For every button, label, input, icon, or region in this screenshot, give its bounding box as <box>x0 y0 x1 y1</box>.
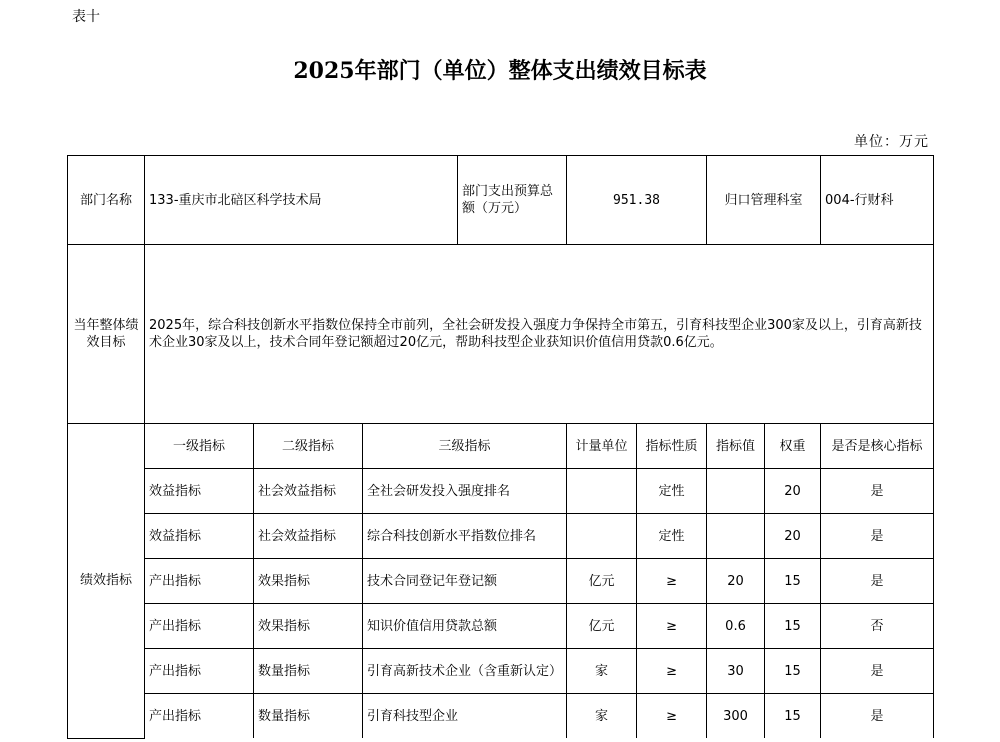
weight-cell: 15 <box>765 694 821 739</box>
level2-cell: 效果指标 <box>254 559 363 604</box>
value-cell: 30 <box>707 649 765 694</box>
header-cell: 是否是核心指标 <box>821 424 934 469</box>
weight-cell: 15 <box>765 649 821 694</box>
indicator-header-row <box>68 424 934 469</box>
table-row <box>68 649 934 694</box>
header-cell: 三级指标 <box>363 424 567 469</box>
mgmt-label: 归口管理科室 <box>707 156 821 245</box>
level1-cell: 产出指标 <box>145 694 254 739</box>
table-row <box>68 604 934 649</box>
table-row <box>68 514 934 559</box>
goal-label: 当年整体绩效目标 <box>68 245 145 424</box>
level2-cell: 社会效益指标 <box>254 514 363 559</box>
dept-name-label: 部门名称 <box>68 156 145 245</box>
unit-cell <box>567 469 637 514</box>
level2-cell: 效果指标 <box>254 604 363 649</box>
table-row <box>68 694 934 739</box>
dept-name: 133-重庆市北碚区科学技术局 <box>145 156 458 245</box>
core-cell: 是 <box>821 469 934 514</box>
level3-cell: 知识价值信用贷款总额 <box>363 604 567 649</box>
nature-cell: ≥ <box>637 604 707 649</box>
value-cell: 300 <box>707 694 765 739</box>
performance-table <box>67 155 934 739</box>
level1-cell: 产出指标 <box>145 649 254 694</box>
unit-cell: 家 <box>567 694 637 739</box>
core-cell: 是 <box>821 514 934 559</box>
header-cell: 计量单位 <box>567 424 637 469</box>
value-cell: 20 <box>707 559 765 604</box>
unit-label: 单位：万元 <box>854 134 929 150</box>
core-cell: 是 <box>821 559 934 604</box>
mgmt-value: 004-行财科 <box>821 156 934 245</box>
table-row <box>68 469 934 514</box>
budget-value: 951.38 <box>567 156 707 245</box>
weight-cell: 15 <box>765 559 821 604</box>
level3-cell: 技术合同登记年登记额 <box>363 559 567 604</box>
weight-cell: 15 <box>765 604 821 649</box>
level1-cell: 效益指标 <box>145 514 254 559</box>
dept-row <box>68 156 934 245</box>
header-cell: 一级指标 <box>145 424 254 469</box>
header-cell: 二级指标 <box>254 424 363 469</box>
level2-cell: 社会效益指标 <box>254 469 363 514</box>
core-cell: 否 <box>821 604 934 649</box>
header-cell: 权重 <box>765 424 821 469</box>
budget-label: 部门支出预算总额（万元） <box>458 156 567 245</box>
value-cell: 0.6 <box>707 604 765 649</box>
unit-cell <box>567 514 637 559</box>
nature-cell: 定性 <box>637 514 707 559</box>
nature-cell: 定性 <box>637 469 707 514</box>
weight-cell: 20 <box>765 514 821 559</box>
level3-cell: 引育高新技术企业（含重新认定） <box>363 649 567 694</box>
nature-cell: ≥ <box>637 694 707 739</box>
value-cell <box>707 469 765 514</box>
goal-row <box>68 245 934 424</box>
level3-cell: 全社会研发投入强度排名 <box>363 469 567 514</box>
page-title: 2025年部门（单位）整体支出绩效目标表 <box>293 58 707 84</box>
core-cell: 是 <box>821 694 934 739</box>
unit-cell: 亿元 <box>567 559 637 604</box>
goal-text: 2025年，综合科技创新水平指数位保持全市前列，全社会研发投入强度力争保持全市第五，引育科技型企业300家及以上，引育高新技术企业30家及以上，技术合同年登记额超过20亿元，帮助科技型企业获知识价值信用贷款0.6亿元。 <box>145 245 934 424</box>
weight-cell: 20 <box>765 469 821 514</box>
core-cell: 是 <box>821 649 934 694</box>
level1-cell: 产出指标 <box>145 604 254 649</box>
level2-cell: 数量指标 <box>254 649 363 694</box>
table-row <box>68 559 934 604</box>
unit-cell: 亿元 <box>567 604 637 649</box>
header-cell: 指标性质 <box>637 424 707 469</box>
level3-cell: 综合科技创新水平指数位排名 <box>363 514 567 559</box>
level1-cell: 产出指标 <box>145 559 254 604</box>
nature-cell: ≥ <box>637 559 707 604</box>
header-cell: 指标值 <box>707 424 765 469</box>
nature-cell: ≥ <box>637 649 707 694</box>
indicator-label: 绩效指标 <box>68 424 145 739</box>
value-cell <box>707 514 765 559</box>
table-tag: 表十 <box>72 9 100 25</box>
level2-cell: 数量指标 <box>254 694 363 739</box>
level3-cell: 引育科技型企业 <box>363 694 567 739</box>
level1-cell: 效益指标 <box>145 469 254 514</box>
unit-cell: 家 <box>567 649 637 694</box>
